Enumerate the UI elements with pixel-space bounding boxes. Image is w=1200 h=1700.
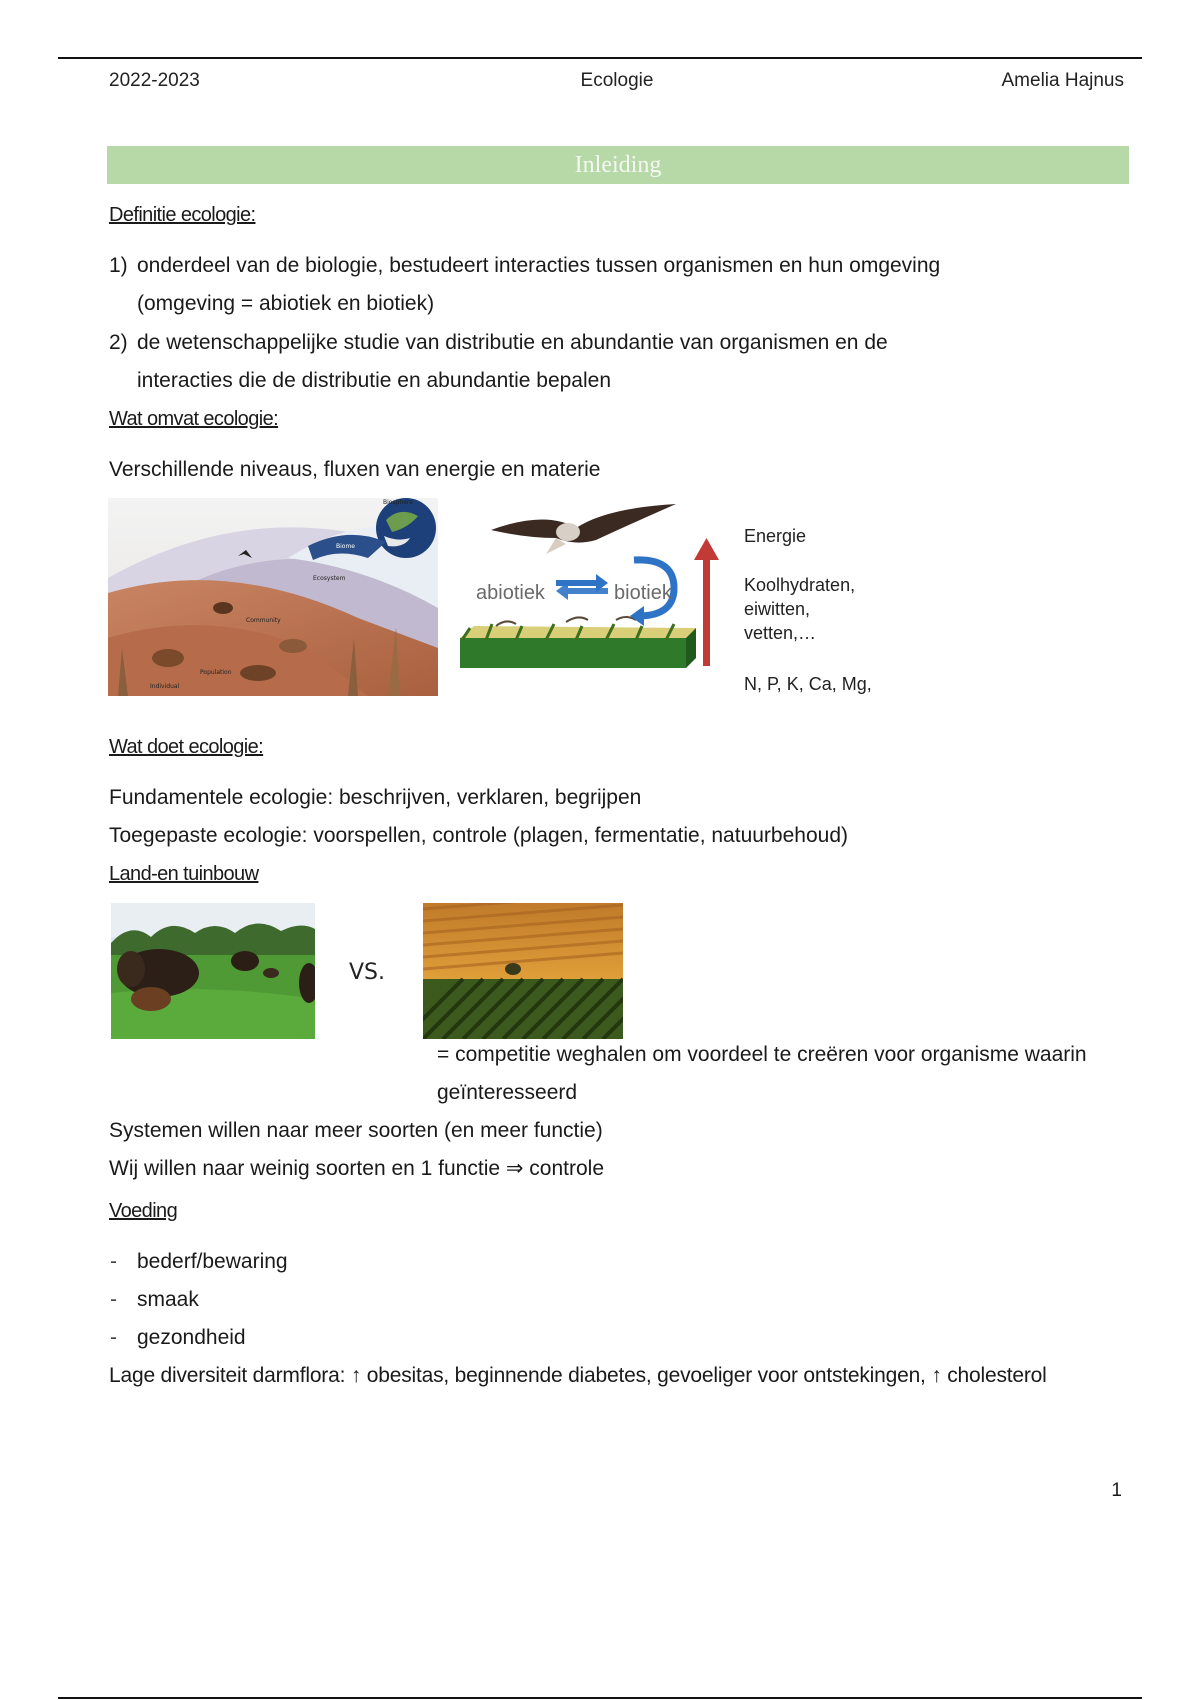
level-label-ecosystem: Ecosystem xyxy=(313,575,346,582)
voeding-heading: Voeding xyxy=(109,1200,178,1222)
definitie-heading: Definitie ecologie: xyxy=(109,204,256,226)
def-item-2-number: 2) xyxy=(109,331,128,354)
voeding-bullet-2: - xyxy=(110,1288,117,1311)
flux-label-vetten: vetten,… xyxy=(744,623,817,643)
level-label-biosphere: Biosphere xyxy=(383,499,413,506)
header-subject: Ecologie xyxy=(580,70,654,91)
monoculture-field-photo xyxy=(423,903,623,1039)
voeding-item-2: smaak xyxy=(137,1288,199,1311)
voeding-item-3: gezondheid xyxy=(137,1326,246,1349)
landbouw-note-line1: = competitie weghalen om voordeel te creëren voor organisme waarin xyxy=(437,1043,1087,1066)
header-rule xyxy=(58,57,1142,59)
doet-toegepast: Toegepaste ecologie: voorspellen, controle (plagen, fermentatie, natuurbehoud) xyxy=(109,824,848,847)
ecological-levels-illustration xyxy=(108,498,438,696)
level-label-community: Community xyxy=(246,617,281,624)
omvat-heading: Wat omvat ecologie: xyxy=(109,408,279,430)
level-label-biome: Biome xyxy=(336,543,355,550)
page-number: 1 xyxy=(1111,1480,1122,1501)
def-item-2-line2: interacties die de distributie en abundantie bepalen xyxy=(137,369,612,392)
flux-label-minerals: N, P, K, Ca, Mg, xyxy=(744,674,872,694)
ecological-levels-svg xyxy=(108,498,438,696)
voeding-darmflora: Lage diversiteit darmflora: ↑ obesitas, beginnende diabetes, gevoeliger voor ontstekingen, ↑ cholesterol xyxy=(109,1364,1047,1387)
flux-label-eiwitten: eiwitten, xyxy=(744,599,811,619)
bison-photo-svg xyxy=(111,903,315,1039)
voeding-bullet-1: - xyxy=(110,1250,117,1273)
def-item-1-number: 1) xyxy=(109,254,128,277)
flux-label-energie: Energie xyxy=(744,526,807,546)
landbouw-note-line2: geïnteresseerd xyxy=(437,1081,578,1104)
doet-heading: Wat doet ecologie: xyxy=(109,736,264,758)
level-label-population: Population xyxy=(200,669,232,676)
landbouw-heading: Land-en tuinbouw xyxy=(109,863,259,885)
voeding-bullet-3: - xyxy=(110,1326,117,1349)
header-year: 2022-2023 xyxy=(109,70,200,91)
section-title-banner: Inleiding xyxy=(107,146,1129,184)
field-photo-svg xyxy=(423,903,623,1039)
vs-label: VS. xyxy=(349,960,386,985)
level-label-individual: Individual xyxy=(150,683,180,690)
landbouw-wij: Wij willen naar weinig soorten en 1 functie ⇒ controle xyxy=(109,1157,605,1180)
omvat-text: Verschillende niveaus, fluxen van energie en materie xyxy=(109,458,601,481)
bison-grassland-photo xyxy=(111,903,315,1039)
def-item-1-line2: (omgeving = abiotiek en biotiek) xyxy=(137,292,435,315)
def-item-1-line1: onderdeel van de biologie, bestudeert interacties tussen organismen en hun omgeving xyxy=(137,254,941,277)
footer-rule xyxy=(58,1697,1142,1699)
doet-fundamenteel: Fundamentele ecologie: beschrijven, verklaren, begrijpen xyxy=(109,786,642,809)
voeding-item-1: bederf/bewaring xyxy=(137,1250,288,1273)
flux-label-koolhydraten: Koolhydraten, xyxy=(744,575,856,595)
landbouw-systemen: Systemen willen naar meer soorten (en meer functie) xyxy=(109,1119,603,1142)
flux-label-biotiek: biotiek xyxy=(614,582,672,604)
flux-label-abiotiek: abiotiek xyxy=(476,582,545,604)
header-author: Amelia Hajnus xyxy=(1001,70,1124,91)
def-item-2-line1: de wetenschappelijke studie van distributie en abundantie van organismen en de xyxy=(137,331,888,354)
